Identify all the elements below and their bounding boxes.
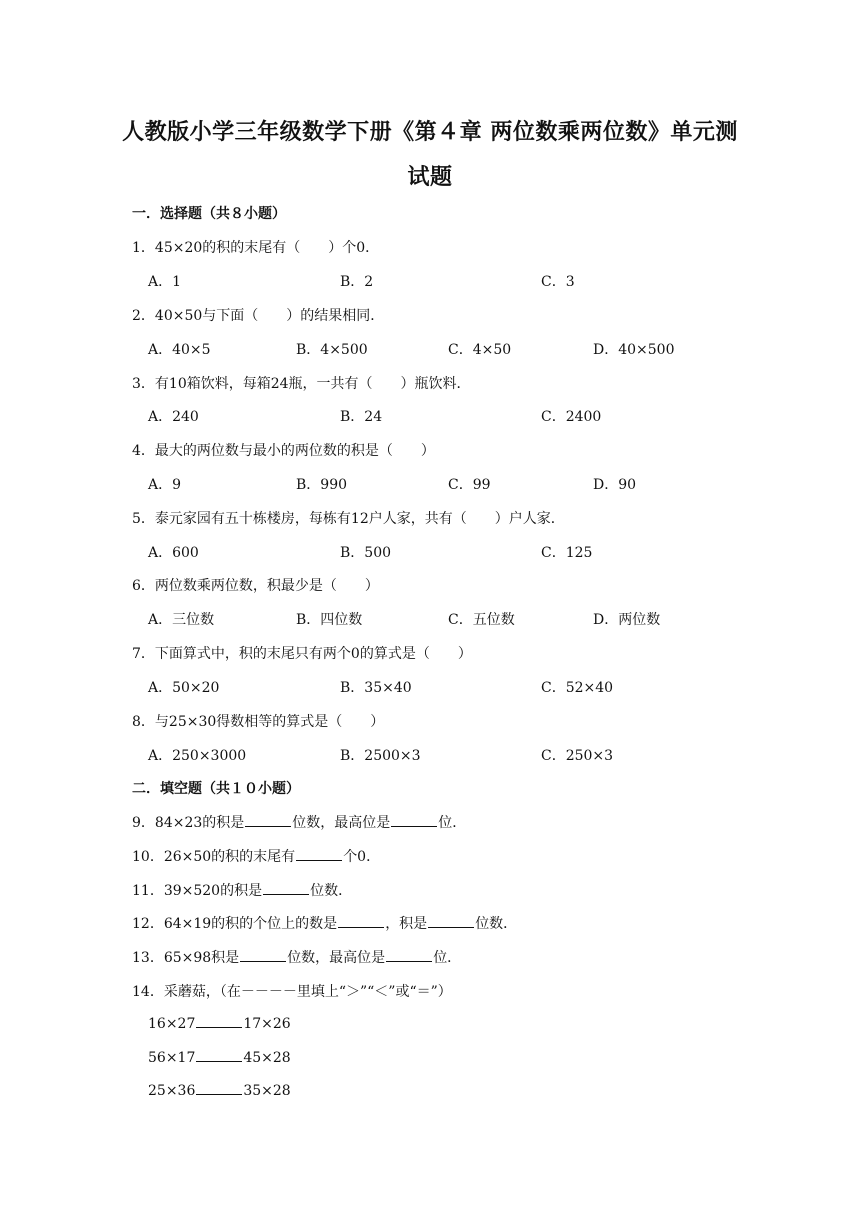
q5-option-c: C．125 <box>541 545 593 561</box>
comparison-item: 25×36 35×28 <box>148 1083 291 1099</box>
question-2: 2．40×50与下面（ ）的结果相同． <box>132 308 385 324</box>
q3-option-c: C．2400 <box>541 409 602 425</box>
q4-option-b: B．990 <box>296 477 348 493</box>
question-13: 13．65×98积是 位数，最高位是 位． <box>132 950 462 966</box>
question-4: 4．最大的两位数与最小的两位数的积是（ ） <box>132 443 435 459</box>
answer-blank[interactable] <box>263 882 309 895</box>
question-12: 12．64×19的积的个位上的数是 ，积是 位数． <box>132 916 518 932</box>
question-3: 3．有10箱饮料，每箱24瓶，一共有（ ）瓶饮料． <box>132 376 471 392</box>
q5-option-b: B．500 <box>340 545 392 561</box>
q7-option-b: B．35×40 <box>340 680 412 696</box>
q8-option-a: A．250×3000 <box>148 748 247 764</box>
question-11: 11．39×520的积是 位数． <box>132 883 353 899</box>
question-9: 9．84×23的积是 位数，最高位是 位． <box>132 815 467 831</box>
q6-option-b: B．四位数 <box>296 612 363 628</box>
question-8: 8．与25×30得数相等的算式是（ ） <box>132 714 385 730</box>
q2-option-c: C．4×50 <box>448 342 512 358</box>
answer-blank[interactable] <box>428 915 474 928</box>
answer-blank[interactable] <box>245 814 291 827</box>
q5-option-a: A．600 <box>148 545 199 561</box>
q8-option-c: C．250×3 <box>541 748 614 764</box>
answer-blank[interactable] <box>196 1015 242 1028</box>
answer-blank[interactable] <box>296 848 342 861</box>
answer-blank[interactable] <box>386 949 432 962</box>
answer-blank[interactable] <box>391 814 437 827</box>
q7-option-c: C．52×40 <box>541 680 614 696</box>
q3-option-b: B．24 <box>340 409 383 425</box>
q6-option-a: A．三位数 <box>148 612 215 628</box>
q2-option-d: D．40×500 <box>593 342 675 358</box>
question-5: 5．泰元家园有五十栋楼房，每栋有12户人家，共有（ ）户人家． <box>132 511 565 527</box>
q2-option-a: A．40×5 <box>148 342 211 358</box>
question-10: 10．26×50的积的末尾有 个0． <box>132 849 381 865</box>
comparison-item: 16×27 17×26 <box>148 1016 291 1032</box>
q1-option-c: C．3 <box>541 274 575 290</box>
q7-option-a: A．50×20 <box>148 680 220 696</box>
q2-option-b: B．4×500 <box>296 342 368 358</box>
page-title: 人教版小学三年级数学下册《第４章 两位数乘两位数》单元测 <box>122 119 738 145</box>
q1-option-a: A．1 <box>148 274 182 290</box>
q4-option-a: A．9 <box>148 477 182 493</box>
question-6: 6．两位数乘两位数，积最少是（ ） <box>132 578 379 594</box>
comparison-item: 56×17 45×28 <box>148 1050 291 1066</box>
answer-blank[interactable] <box>196 1082 242 1095</box>
section-heading-fill: 二．填空题（共１０小题） <box>132 781 300 797</box>
q4-option-d: D．90 <box>593 477 637 493</box>
answer-blank[interactable] <box>338 915 384 928</box>
q6-option-d: D．两位数 <box>593 612 661 628</box>
q8-option-b: B．2500×3 <box>340 748 421 764</box>
section-heading-choice: 一．选择题（共８小题） <box>132 206 286 222</box>
q4-option-c: C．99 <box>448 477 491 493</box>
answer-blank[interactable] <box>240 949 286 962</box>
question-7: 7．下面算式中，积的末尾只有两个0的算式是（ ） <box>132 646 472 662</box>
answer-blank[interactable] <box>196 1049 242 1062</box>
q1-option-b: B．2 <box>340 274 374 290</box>
q6-option-c: C．五位数 <box>448 612 515 628</box>
page-title-continued: 试题 <box>407 164 453 190</box>
question-14: 14．采蘑菇，（在－－－－里填上“＞”“＜”或“＝”） <box>132 984 452 1000</box>
q3-option-a: A．240 <box>148 409 199 425</box>
question-1: 1．45×20的积的末尾有（ ）个0． <box>132 240 380 256</box>
